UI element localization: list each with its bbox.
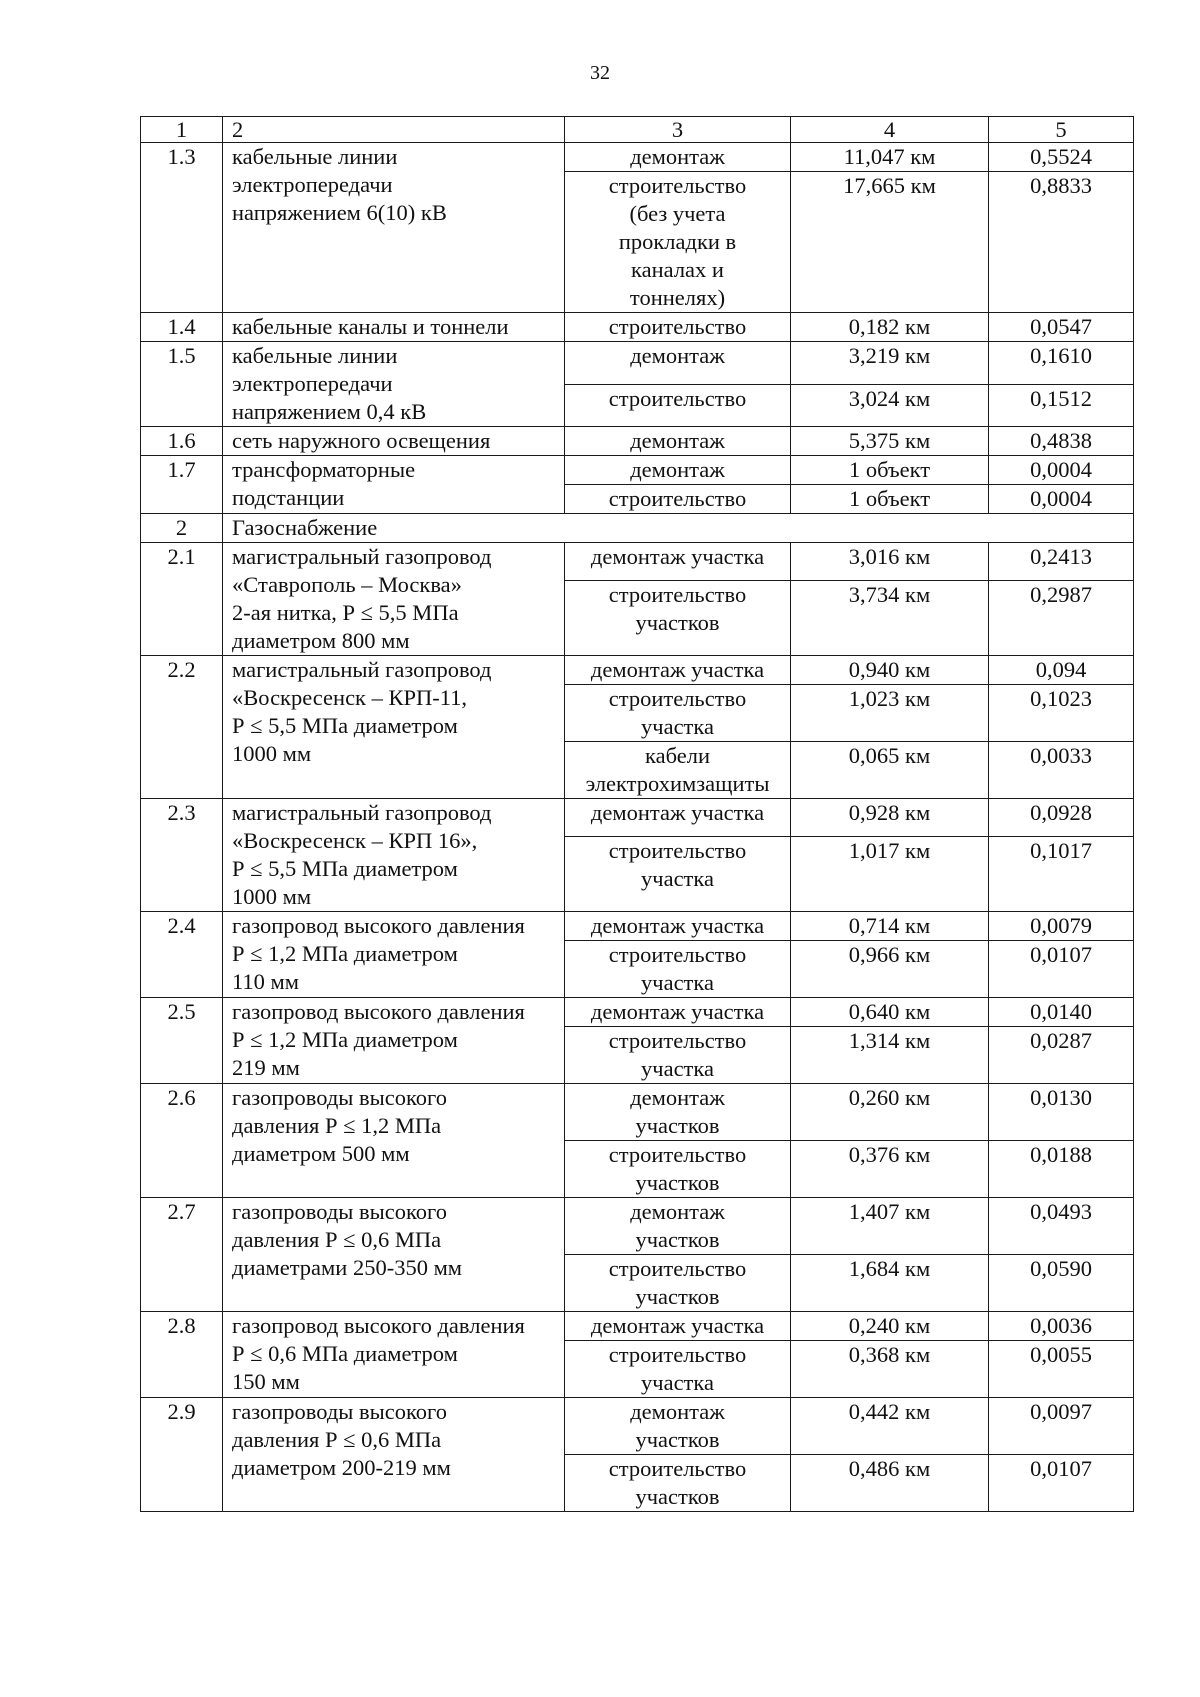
value-cell: 0,0188 [989, 1141, 1134, 1198]
amount-cell: 3,024 км [791, 384, 989, 427]
work-type: строительство [565, 485, 791, 514]
amount-cell: 0,486 км [791, 1455, 989, 1512]
amount-cell: 5,375 км [791, 427, 989, 456]
row-number: 2.5 [141, 998, 223, 1084]
amount-cell: 1,314 км [791, 1027, 989, 1084]
row-number: 2.4 [141, 912, 223, 998]
work-type: демонтаж участка [565, 912, 791, 941]
work-type: демонтаж участка [565, 1312, 791, 1341]
work-type: строительство участка [565, 941, 791, 998]
value-cell: 0,2987 [989, 581, 1134, 656]
value-cell: 0,0493 [989, 1198, 1134, 1255]
work-type: кабели электрохимзащиты [565, 742, 791, 799]
work-type: строительство участков [565, 1455, 791, 1512]
section-title: Газоснабжение [223, 514, 1134, 543]
table-row [141, 998, 1134, 1027]
work-type: строительство [565, 313, 791, 342]
amount-cell: 3,734 км [791, 581, 989, 656]
table-row [141, 143, 1134, 172]
table-row [141, 456, 1134, 485]
value-cell: 0,4838 [989, 427, 1134, 456]
amount-cell: 3,016 км [791, 543, 989, 581]
work-type: строительство (без учета прокладки в каналах и тоннелях) [565, 172, 791, 313]
amount-cell: 0,640 км [791, 998, 989, 1027]
amount-cell: 11,047 км [791, 143, 989, 172]
value-cell: 0,0928 [989, 799, 1134, 837]
row-name: газопровод высокого давления Р ≤ 0,6 МПа диаметром 150 мм [223, 1312, 565, 1398]
amount-cell: 0,928 км [791, 799, 989, 837]
table-row [141, 912, 1134, 941]
value-cell: 0,8833 [989, 172, 1134, 313]
work-type: строительство [565, 384, 791, 427]
value-cell: 0,0079 [989, 912, 1134, 941]
work-type: строительство участка [565, 685, 791, 742]
table-row [141, 1312, 1134, 1341]
amount-cell: 0,065 км [791, 742, 989, 799]
row-number: 2.8 [141, 1312, 223, 1398]
value-cell: 0,1610 [989, 342, 1134, 385]
table-row [141, 342, 1134, 385]
table-row [141, 799, 1134, 837]
work-type: демонтаж участка [565, 543, 791, 581]
section-number: 2 [141, 514, 223, 543]
row-name: сеть наружного освещения [223, 427, 565, 456]
work-type: демонтаж участков [565, 1084, 791, 1141]
work-type: демонтаж [565, 143, 791, 172]
table-row [141, 313, 1134, 342]
header-col-1: 1 [141, 117, 223, 143]
amount-cell: 1 объект [791, 456, 989, 485]
row-number: 2.2 [141, 656, 223, 799]
amount-cell: 0,940 км [791, 656, 989, 685]
table-header-row [141, 117, 1134, 143]
table-row [141, 656, 1134, 685]
row-name: кабельные каналы и тоннели [223, 313, 565, 342]
row-name: кабельные линии электропередачи напряжением 6(10) кВ [223, 143, 565, 313]
table-row [141, 1084, 1134, 1141]
work-type: строительство участков [565, 1141, 791, 1198]
row-number: 2.6 [141, 1084, 223, 1198]
row-number: 2.1 [141, 543, 223, 656]
value-cell: 0,0287 [989, 1027, 1134, 1084]
amount-cell: 0,368 км [791, 1341, 989, 1398]
value-cell: 0,1512 [989, 384, 1134, 427]
value-cell: 0,0004 [989, 456, 1134, 485]
data-table [140, 116, 1134, 1512]
header-col-4: 4 [791, 117, 989, 143]
work-type: демонтаж [565, 456, 791, 485]
amount-cell: 1,023 км [791, 685, 989, 742]
amount-cell: 1,407 км [791, 1198, 989, 1255]
value-cell: 0,0130 [989, 1084, 1134, 1141]
value-cell: 0,0107 [989, 941, 1134, 998]
table-row [141, 1198, 1134, 1255]
row-name: газопроводы высокого давления Р ≤ 1,2 МПа диаметром 500 мм [223, 1084, 565, 1198]
amount-cell: 0,260 км [791, 1084, 989, 1141]
row-number: 2.3 [141, 799, 223, 912]
row-name: магистральный газопровод «Воскресенск – КРП 16», Р ≤ 5,5 МПа диаметром 1000 мм [223, 799, 565, 912]
amount-cell: 0,966 км [791, 941, 989, 998]
header-col-5: 5 [989, 117, 1134, 143]
value-cell: 0,0140 [989, 998, 1134, 1027]
row-number: 1.5 [141, 342, 223, 427]
value-cell: 0,0004 [989, 485, 1134, 514]
value-cell: 0,1023 [989, 685, 1134, 742]
value-cell: 0,0097 [989, 1398, 1134, 1455]
row-name: газопровод высокого давления Р ≤ 1,2 МПа диаметром 110 мм [223, 912, 565, 998]
header-col-2: 2 [223, 117, 565, 143]
work-type: строительство участка [565, 837, 791, 912]
page-number: 32 [590, 62, 610, 84]
row-name: газопровод высокого давления Р ≤ 1,2 МПа диаметром 219 мм [223, 998, 565, 1084]
header-col-3: 3 [565, 117, 791, 143]
work-type: демонтаж участка [565, 656, 791, 685]
value-cell: 0,0547 [989, 313, 1134, 342]
value-cell: 0,0033 [989, 742, 1134, 799]
row-number: 2.9 [141, 1398, 223, 1512]
row-number: 1.4 [141, 313, 223, 342]
amount-cell: 0,182 км [791, 313, 989, 342]
value-cell: 0,0590 [989, 1255, 1134, 1312]
value-cell: 0,2413 [989, 543, 1134, 581]
value-cell: 0,0107 [989, 1455, 1134, 1512]
table-row [141, 1398, 1134, 1455]
row-name: магистральный газопровод «Воскресенск – КРП-11, Р ≤ 5,5 МПа диаметром 1000 мм [223, 656, 565, 799]
amount-cell: 1,017 км [791, 837, 989, 912]
value-cell: 0,5524 [989, 143, 1134, 172]
row-number: 1.7 [141, 456, 223, 514]
value-cell: 0,094 [989, 656, 1134, 685]
value-cell: 0,0055 [989, 1341, 1134, 1398]
work-type: строительство участка [565, 1027, 791, 1084]
row-name: магистральный газопровод «Ставрополь – Москва» 2-ая нитка, Р ≤ 5,5 МПа диаметром 800 мм [223, 543, 565, 656]
amount-cell: 1,684 км [791, 1255, 989, 1312]
row-name: газопроводы высокого давления Р ≤ 0,6 МПа диаметром 200-219 мм [223, 1398, 565, 1512]
amount-cell: 3,219 км [791, 342, 989, 385]
work-type: демонтаж [565, 427, 791, 456]
amount-cell: 1 объект [791, 485, 989, 514]
row-name: трансформаторные подстанции [223, 456, 565, 514]
work-type: демонтаж участков [565, 1398, 791, 1455]
work-type: строительство участка [565, 1341, 791, 1398]
work-type: демонтаж участка [565, 799, 791, 837]
row-name: кабельные линии электропередачи напряжением 0,4 кВ [223, 342, 565, 427]
amount-cell: 0,240 км [791, 1312, 989, 1341]
table-row [141, 543, 1134, 581]
value-cell: 0,1017 [989, 837, 1134, 912]
row-number: 1.6 [141, 427, 223, 456]
section-row [141, 514, 1134, 543]
amount-cell: 0,376 км [791, 1141, 989, 1198]
work-type: строительство участков [565, 581, 791, 656]
row-name: газопроводы высокого давления Р ≤ 0,6 МПа диаметрами 250-350 мм [223, 1198, 565, 1312]
amount-cell: 17,665 км [791, 172, 989, 313]
amount-cell: 0,714 км [791, 912, 989, 941]
table-row [141, 427, 1134, 456]
row-number: 2.7 [141, 1198, 223, 1312]
work-type: строительство участков [565, 1255, 791, 1312]
work-type: демонтаж [565, 342, 791, 385]
value-cell: 0,0036 [989, 1312, 1134, 1341]
work-type: демонтаж участков [565, 1198, 791, 1255]
amount-cell: 0,442 км [791, 1398, 989, 1455]
work-type: демонтаж участка [565, 998, 791, 1027]
row-number: 1.3 [141, 143, 223, 313]
